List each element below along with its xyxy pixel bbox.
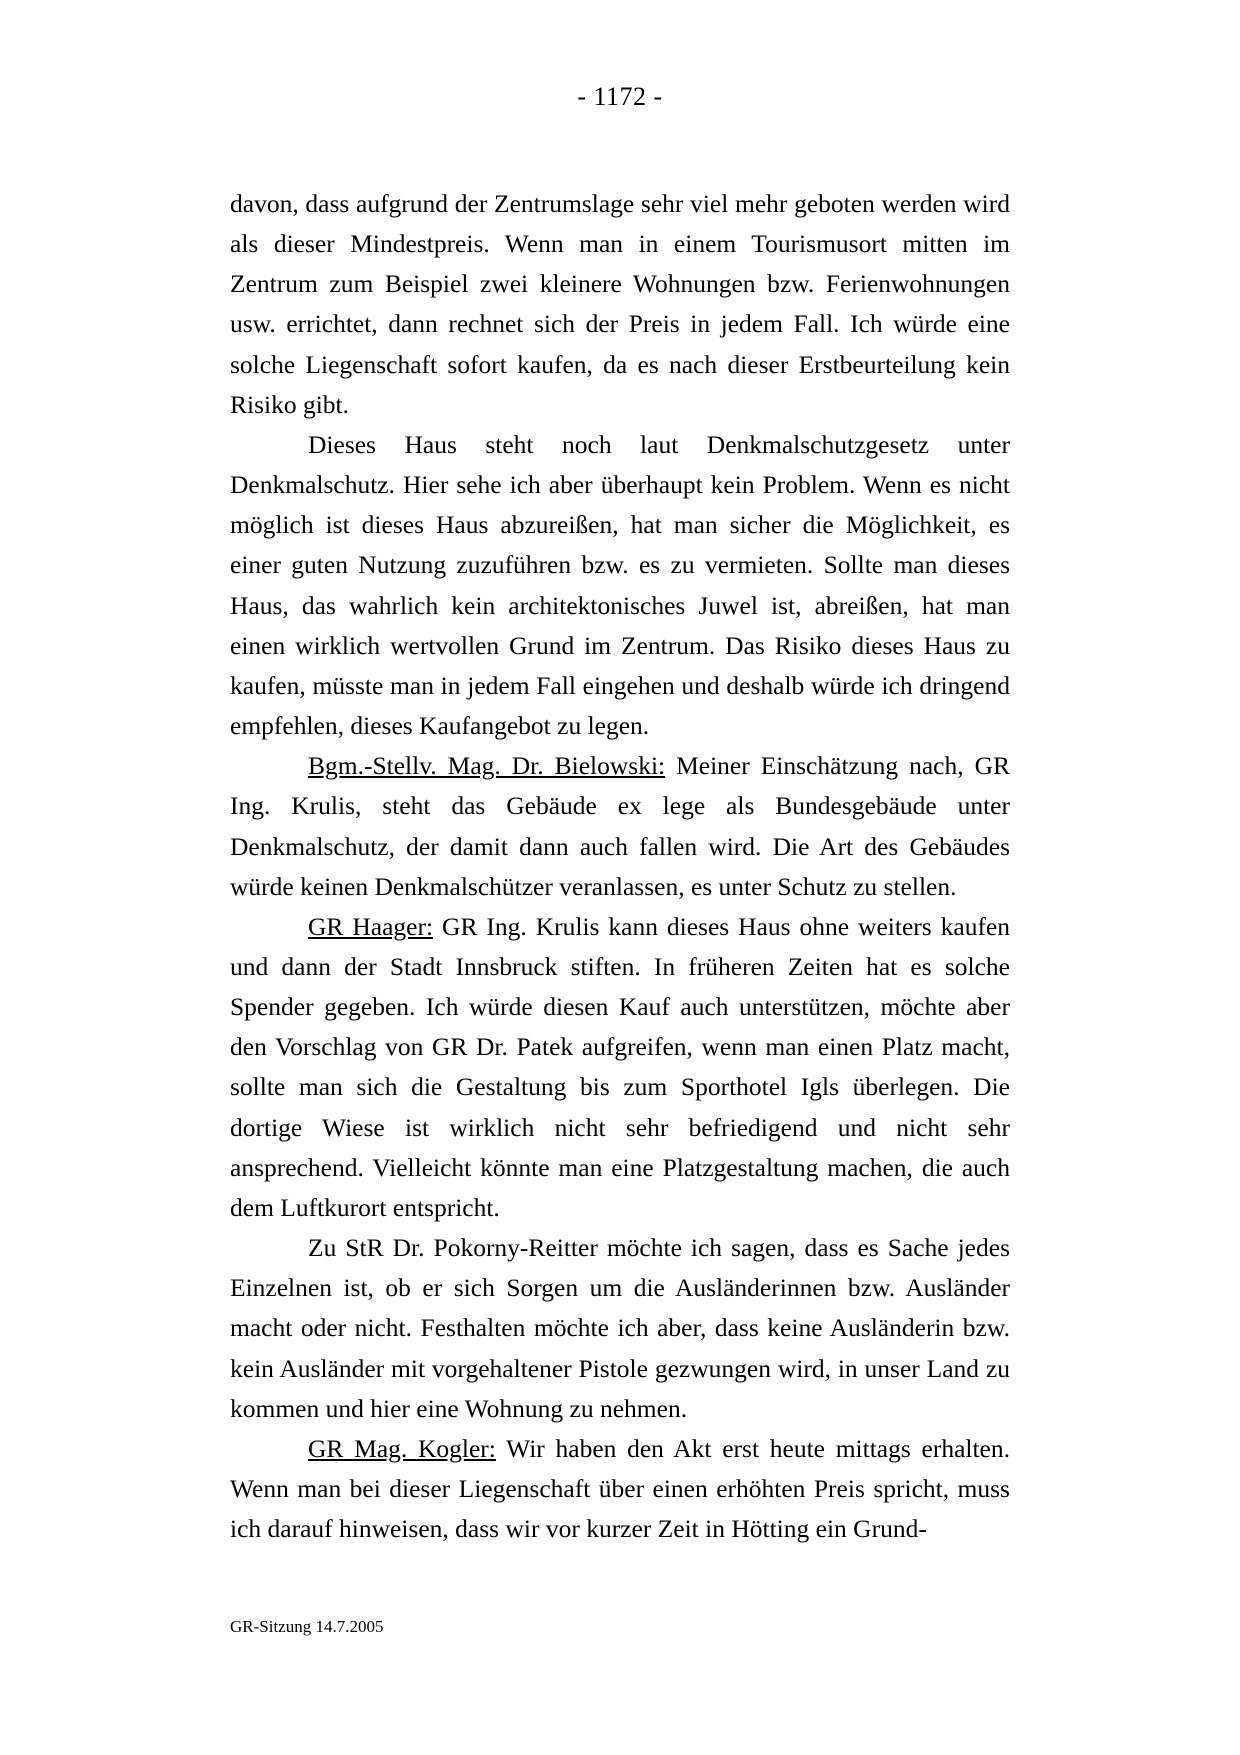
paragraph-text: GR Ing. Krulis kann dieses Haus ohne weiters kaufen und dann der Stadt Innsbruck stiften. In früheren Zeiten hat es solche Spender gegeben. Ich würde diesen Kauf auch unterstützen, möchte aber den Vorschlag von GR Dr. Patek aufgreifen, wenn man einen Platz macht, sollte man sich die Gestaltung bis zum Sporthotel Igls überlegen. Die dortige Wiese ist wirklich nicht sehr befriedigend und nicht sehr ansprechend. Vielleicht könnte man eine Platzgestaltung machen, die auch dem Luftkurort entspricht.: [230, 911, 1011, 1222]
paragraph-text: Meiner Einschätzung nach, GR Ing. Krulis, steht das Gebäude ex lege als Bundesgebäude unter Denkmalschutz, der damit dann auch fallen wird. Die Art des Gebäudes würde keinen Denkmalschützer veranlassen, es unter Schutz zu stellen.: [230, 751, 1010, 901]
page-footer: GR-Sitzung 14.7.2005: [230, 1617, 384, 1636]
paragraph: [230, 1429, 1010, 1549]
paragraph: [230, 425, 1010, 746]
speaker-name: GR Haager:: [308, 911, 434, 941]
paragraph: [230, 1228, 1010, 1429]
paragraph-text: davon, dass aufgrund der Zentrumslage sehr viel mehr geboten werden wird als dieser Mindestpreis. Wenn man in einem Tourismusort mitten im Zentrum zum Beispiel zwei kleinere Wohnungen bzw. Ferienwohnungen usw. errichtet, dann rechnet sich der Preis in jedem Fall. Ich würde eine solche Liegenschaft sofort kaufen, da es nach dieser Erstbeurteilung kein Risiko gibt.: [230, 189, 1010, 419]
page-number: - 1172 -: [577, 82, 663, 111]
speaker-name: GR Mag. Kogler:: [308, 1433, 496, 1463]
paragraph: [230, 746, 1010, 907]
speaker-name: Bgm.-Stellv. Mag. Dr. Bielowski:: [308, 751, 666, 781]
paragraph: [230, 907, 1010, 1228]
paragraph-text: Zu StR Dr. Pokorny-Reitter möchte ich sagen, dass es Sache jedes Einzelnen ist, ob er sich Sorgen um die Ausländerinnen bzw. Ausländer macht oder nicht. Festhalten möchte ich aber, dass keine Ausländerin bzw. kein Ausländer mit vorgehaltener Pistole gezwungen wird, in unser Land zu kommen und hier eine Wohnung zu nehmen.: [230, 1233, 1010, 1423]
paragraph: [230, 184, 1010, 425]
paragraph-text: Dieses Haus steht noch laut Denkmalschutzgesetz unter Denkmalschutz. Hier sehe ich aber überhaupt kein Problem. Wenn es nicht möglich ist dieses Haus abzureißen, hat man sicher die Möglichkeit, es einer guten Nutzung zuzuführen bzw. es zu vermieten. Sollte man dieses Haus, das wahrlich kein architektonisches Juwel ist, abreißen, hat man einen wirklich wertvollen Grund im Zentrum. Das Risiko dieses Haus zu kaufen, müsste man in jedem Fall eingehen und deshalb würde ich dringend empfehlen, dieses Kaufangebot zu legen.: [230, 429, 1010, 741]
paragraph-text: Wir haben den Akt erst heute mittags erhalten. Wenn man bei dieser Liegenschaft über einen erhöhten Preis spricht, muss ich darauf hinweisen, dass wir vor kurzer Zeit in Hötting ein Grund-: [230, 1433, 1010, 1544]
document-body: [230, 112, 1010, 1549]
